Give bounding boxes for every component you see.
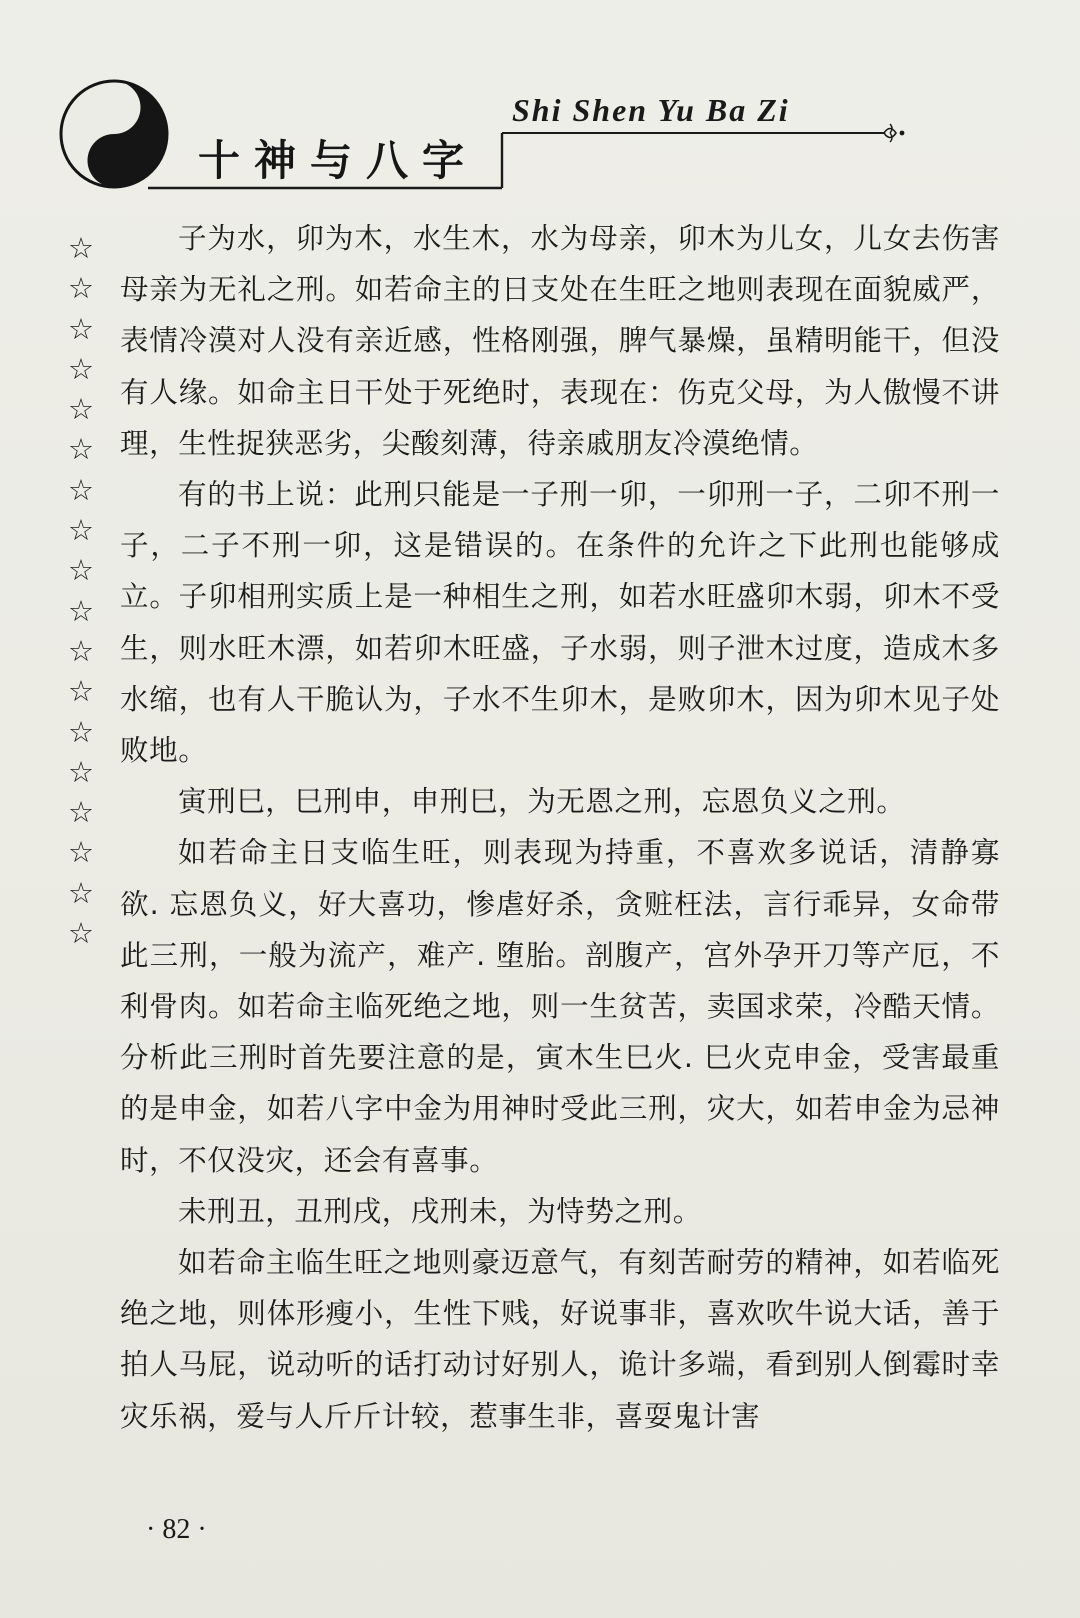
star-icon: ☆ <box>68 351 94 386</box>
paragraph: 如若命主日支临生旺，则表现为持重，不喜欢多说话，清静寡欲. 忘恩负义，好大喜功，惨虐好杀，贪赃枉法，言行乖异，女命带此三刑，一般为流产，难产. 堕胎。剖腹产，宫外孕开刀等产厄，不利骨肉。如若命主临死绝之地，则一生贫苦，卖国求荣，冷酷天情。分析此三刑时首先要注意的是，寅木生巳火. 巳火克申金，受害最重的是申金，如若八字中金为用神时受此三刑，灾大，如若申金为忌神时，不仅没灾，还会有喜事。 <box>120 836 1000 1177</box>
star-icon: ☆ <box>68 432 94 467</box>
paragraph: 寅刑巳，巳刑申，申刑巳，为无恩之刑，忘恩负义之刑。 <box>178 785 906 819</box>
star-icon: ☆ <box>68 875 94 910</box>
star-icon: ☆ <box>68 271 94 306</box>
star-margin-column <box>68 228 108 953</box>
body-text <box>120 213 1000 1442</box>
star-icon: ☆ <box>68 392 94 427</box>
page-header <box>0 0 1080 215</box>
book-title-pinyin: Shi Shen Yu Ba Zi <box>512 92 790 128</box>
page-number: · 82 · <box>146 1514 207 1545</box>
star-icon: ☆ <box>68 231 94 265</box>
book-title-chinese: 十神与八字 <box>198 136 479 185</box>
paragraph: 未刑丑，丑刑戌，戌刑未，为恃势之刑。 <box>178 1194 702 1228</box>
star-icon: ☆ <box>68 553 94 588</box>
yin-yang-icon <box>58 78 170 190</box>
star-icon: ☆ <box>68 311 94 346</box>
star-icon: ☆ <box>68 472 94 507</box>
paragraph: 有的书上说：此刑只能是一子刑一卯，一卯刑一子，二卯不刑一子，二子不刑一卯，这是错误的。在条件的允许之下此刑也能够成立。子卯相刑实质上是一种相生之刑，如若水旺盛卯木弱，卯木不受生，则水旺木漂，如若卯木旺盛，子水弱，则子泄木过度，造成木多水缩，也有人干脆认为，子水不生卯木，是败卯木，因为卯木见子处败地。 <box>120 478 1000 768</box>
paragraph: 如若命主临生旺之地则豪迈意气，有刻苦耐劳的精神，如若临死绝之地，则体形瘦小，生性下贱，好说事非，喜欢吹牛说大话，善于拍人马屁，说动听的话打动讨好别人，诡计多端，看到别人倒霉时幸灾乐祸，爱与人斤斤计较，惹事生非，喜耍鬼计害 <box>120 1246 1000 1433</box>
star-icon: ☆ <box>68 795 94 830</box>
star-icon: ☆ <box>68 593 94 628</box>
paragraph: 子为水，卯为木，水生木，水为母亲，卯木为儿女，儿女去伤害母亲为无礼之刑。如若命主的日支处在生旺之地则表现在面貌威严，表情冷漠对人没有亲近感，性格刚强，脾气暴燥，虽精明能干，但没有人缘。如命主日干处于死绝时，表现在：伤克父母，为人傲慢不讲理，生性捉狭恶劣，尖酸刻薄，待亲戚朋友冷漠绝情。 <box>120 222 1000 460</box>
star-icon: ☆ <box>68 674 94 709</box>
star-icon: ☆ <box>68 714 94 749</box>
star-icon: ☆ <box>68 513 94 548</box>
star-icon: ☆ <box>68 916 94 951</box>
star-icon: ☆ <box>68 835 94 870</box>
star-icon: ☆ <box>68 754 94 789</box>
star-icon: ☆ <box>68 633 94 668</box>
